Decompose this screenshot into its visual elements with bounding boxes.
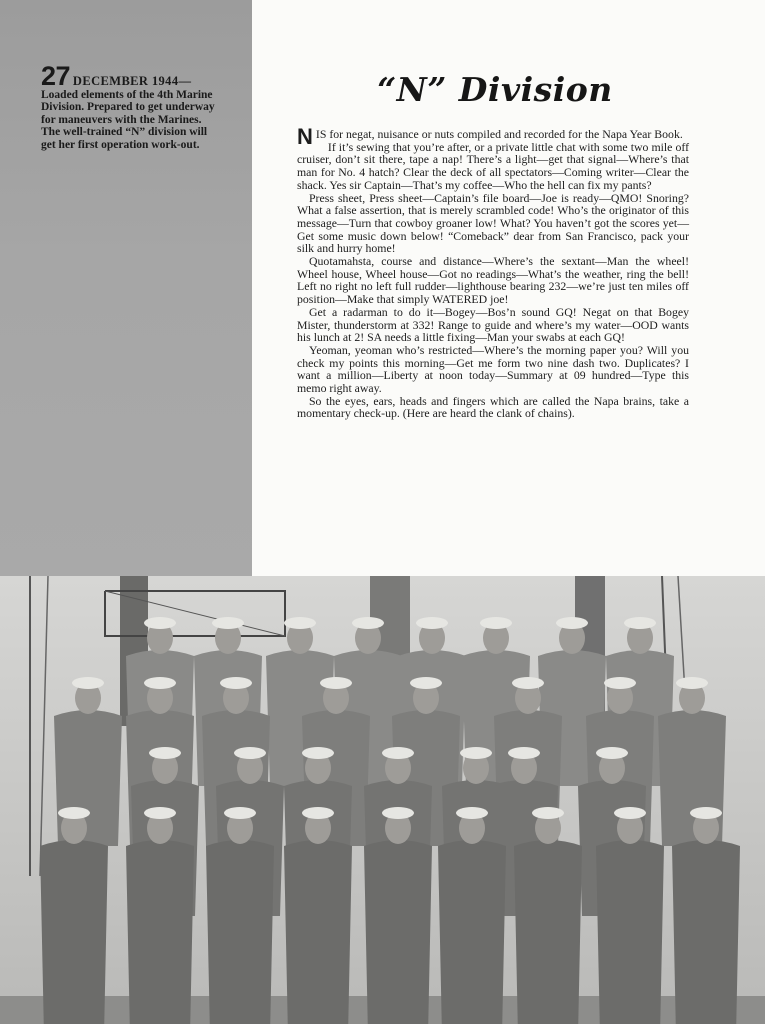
date-month-year: DECEMBER 1944— (72, 74, 192, 88)
article-paragraph: Quotamahsta, course and distance—Where’s the sextant—Man the wheel! Wheel house, Wheel house—Got no readings—What’s the weather, ring the bell! Left no right no left full rudder—lighthouse bearing 232—we’re just ten miles off position—Make that simply WATERED joe! (297, 254, 689, 307)
dropcap: N (297, 124, 313, 149)
group-photo (0, 576, 765, 1024)
article-paragraph: Press sheet, Press sheet—Captain’s file board—Joe is ready—QMO! Snoring? What a false assertion, that is merely scrambled code! Who’s the originator of this message—Turn that cowboy groaner low! What? You haven’t got the scores yet—Get some music down below! “Comeback” dear from San Francisco, pack your silk and hurry home! (297, 190, 689, 256)
date-entry-text: Loaded elements of the 4th Marine Division. Prepared to get underway for maneuvers with the Marines. The well-trained “N” division will get her first operation work-out. (41, 88, 215, 151)
article-body (297, 124, 689, 421)
article-paragraph: If it’s sewing that you’re after, or a private little chat with some two mile off cruiser, don’t sit there, tape a nap! There’s a light—get that signal—Where’s that man for No. 4 hatch? Clear the deck of all spectators—Coming writer—Clear the shack. Yes sir Captain—That’s my coffee—Who the hell can fix my pants? (297, 139, 689, 192)
article-paragraph: Get a radarman to do it—Bogey—Bos’n sound GQ! Negat on that Bogey Mister, thunderstorm at 332! Range to guide and where’s my water—OOD wants his lunch at 2! SA needs a little fixing—Man your swabs at each GQ! (297, 304, 689, 345)
article-paragraph: So the eyes, ears, heads and fingers which are called the Napa brains, take a momentary check-up. (Here are heard the clank of chains). (297, 393, 689, 421)
article-title: “N” Division (377, 70, 613, 109)
date-day: 27 (41, 61, 71, 91)
article-paragraph: Yeoman, yeoman who’s restricted—Where’s the morning paper you? Will you check my points this morning—Get me form two nine dash two. Duplicates? I want a million—Liberty at noon today—Summary at 09 hundred—Type this memo right away. (297, 342, 689, 396)
lead-text: IS for negat, nuisance or nuts compiled and recorded for the Napa Year Book. (315, 127, 683, 141)
date-entry (41, 61, 219, 152)
article-lead-paragraph (297, 124, 689, 149)
group-photo-image (0, 576, 765, 1024)
